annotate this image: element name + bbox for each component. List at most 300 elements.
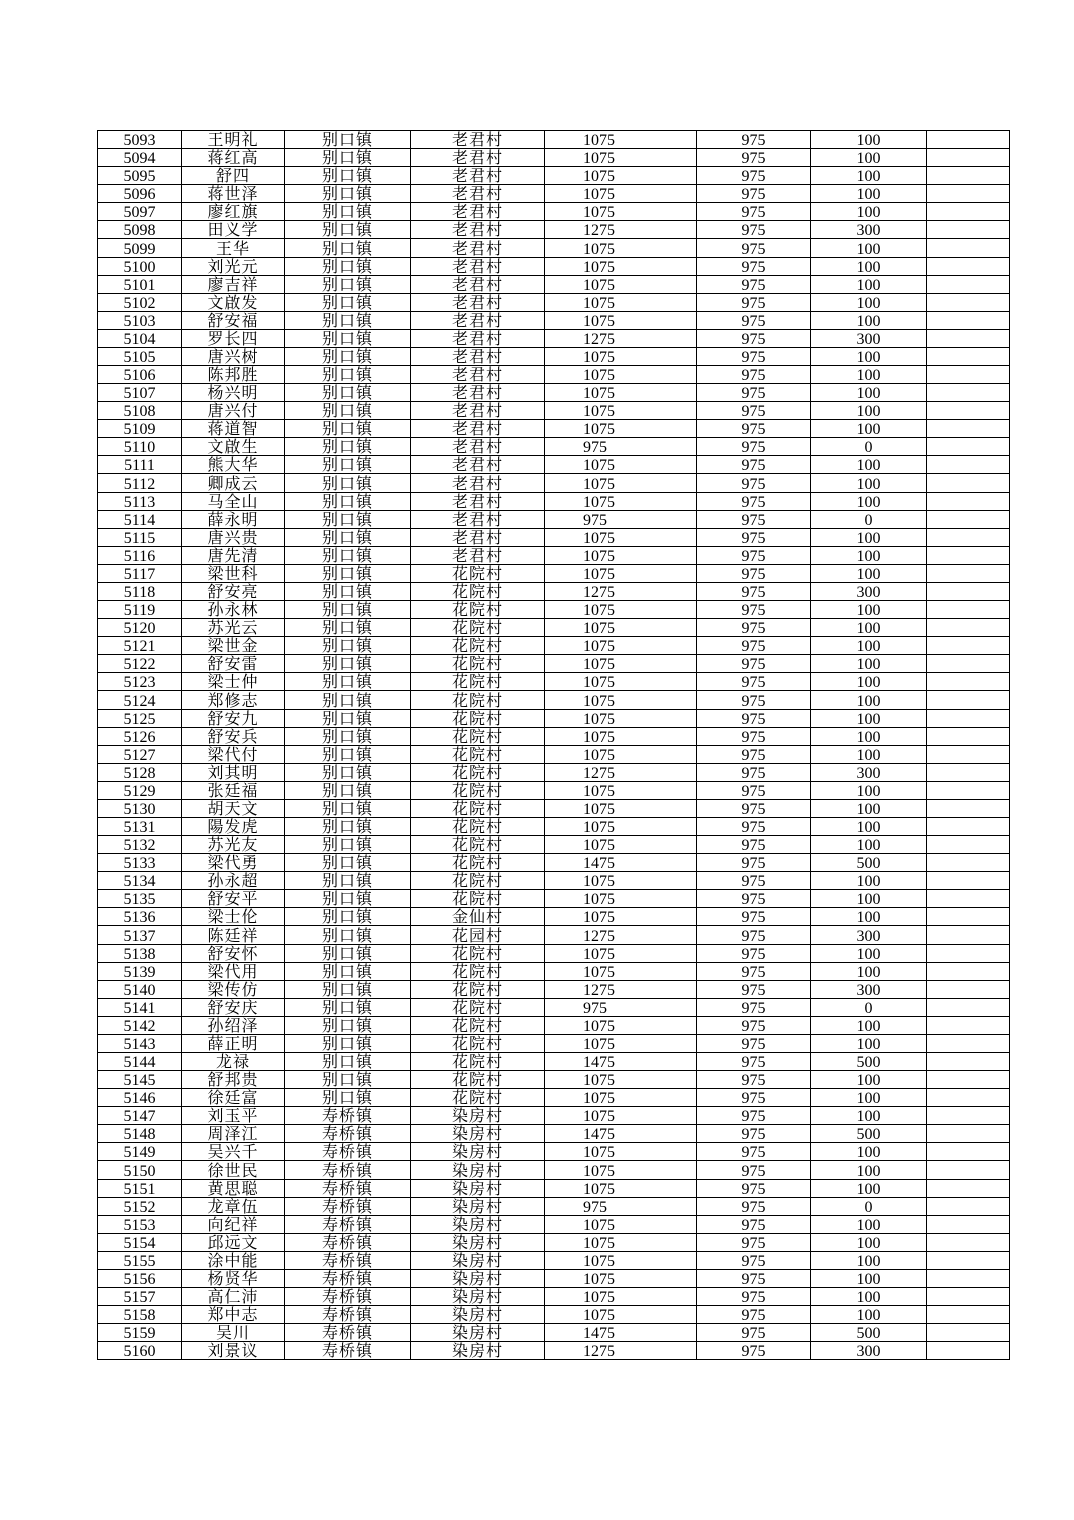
table-cell: 别口镇 bbox=[285, 239, 411, 257]
table-cell: 别口镇 bbox=[285, 745, 411, 763]
table-cell bbox=[927, 944, 1010, 962]
table-cell: 100 bbox=[811, 167, 927, 185]
table-cell bbox=[927, 1161, 1010, 1179]
table-cell: 100 bbox=[811, 203, 927, 221]
table-cell: 975 bbox=[697, 1089, 811, 1107]
table-cell: 花院村 bbox=[411, 619, 545, 637]
table-row bbox=[98, 1125, 1010, 1143]
table-cell: 1075 bbox=[545, 131, 697, 149]
table-cell: 1075 bbox=[545, 456, 697, 474]
table-cell: 5142 bbox=[98, 1016, 182, 1034]
table-cell: 500 bbox=[811, 854, 927, 872]
table-cell: 寿桥镇 bbox=[285, 1107, 411, 1125]
table-cell: 别口镇 bbox=[285, 781, 411, 799]
table-cell: 100 bbox=[811, 239, 927, 257]
table-cell: 975 bbox=[697, 1125, 811, 1143]
table-cell: 975 bbox=[697, 167, 811, 185]
table-cell bbox=[927, 564, 1010, 582]
table-cell bbox=[927, 637, 1010, 655]
table-cell: 975 bbox=[697, 311, 811, 329]
table-cell: 100 bbox=[811, 1034, 927, 1052]
table-cell: 5114 bbox=[98, 510, 182, 528]
table-cell: 975 bbox=[697, 655, 811, 673]
table-cell: 5102 bbox=[98, 293, 182, 311]
table-row bbox=[98, 167, 1010, 185]
table-cell: 1075 bbox=[545, 872, 697, 890]
table-cell: 染房村 bbox=[411, 1324, 545, 1342]
table-cell: 100 bbox=[811, 1179, 927, 1197]
table-cell: 975 bbox=[697, 1016, 811, 1034]
table-cell: 梁代付 bbox=[182, 745, 285, 763]
table-cell: 老君村 bbox=[411, 492, 545, 510]
table-cell: 975 bbox=[697, 836, 811, 854]
table-cell: 5094 bbox=[98, 149, 182, 167]
table-cell: 1075 bbox=[545, 420, 697, 438]
table-cell: 1075 bbox=[545, 474, 697, 492]
table-cell: 陈邦胜 bbox=[182, 366, 285, 384]
table-cell bbox=[927, 1071, 1010, 1089]
table-cell: 唐先清 bbox=[182, 546, 285, 564]
table-cell: 1075 bbox=[545, 1161, 697, 1179]
table-cell: 别口镇 bbox=[285, 1089, 411, 1107]
table-row bbox=[98, 1306, 1010, 1324]
table-cell: 975 bbox=[697, 510, 811, 528]
table-row bbox=[98, 601, 1010, 619]
table-cell: 龙章伍 bbox=[182, 1197, 285, 1215]
table-cell: 5113 bbox=[98, 492, 182, 510]
table-row bbox=[98, 402, 1010, 420]
table-cell: 5110 bbox=[98, 438, 182, 456]
table-cell: 染房村 bbox=[411, 1233, 545, 1251]
table-cell: 别口镇 bbox=[285, 980, 411, 998]
table-cell: 文啟生 bbox=[182, 438, 285, 456]
table-cell: 1275 bbox=[545, 980, 697, 998]
table-row bbox=[98, 149, 1010, 167]
table-cell: 别口镇 bbox=[285, 131, 411, 149]
table-cell: 花院村 bbox=[411, 582, 545, 600]
table-cell: 100 bbox=[811, 384, 927, 402]
table-cell: 1075 bbox=[545, 384, 697, 402]
table-cell: 花院村 bbox=[411, 817, 545, 835]
table-cell bbox=[927, 510, 1010, 528]
table-cell: 郑修志 bbox=[182, 691, 285, 709]
table-cell: 染房村 bbox=[411, 1179, 545, 1197]
table-cell: 5158 bbox=[98, 1306, 182, 1324]
table-cell: 寿桥镇 bbox=[285, 1269, 411, 1287]
table-cell: 1075 bbox=[545, 203, 697, 221]
table-cell: 5096 bbox=[98, 185, 182, 203]
table-cell: 老君村 bbox=[411, 311, 545, 329]
table-row bbox=[98, 799, 1010, 817]
table-cell: 1275 bbox=[545, 329, 697, 347]
table-cell: 100 bbox=[811, 546, 927, 564]
table-cell: 别口镇 bbox=[285, 275, 411, 293]
table-cell: 老君村 bbox=[411, 221, 545, 239]
table-row bbox=[98, 456, 1010, 474]
table-cell: 5136 bbox=[98, 908, 182, 926]
table-cell: 舒四 bbox=[182, 167, 285, 185]
table-row bbox=[98, 926, 1010, 944]
table-cell: 5138 bbox=[98, 944, 182, 962]
table-cell: 别口镇 bbox=[285, 185, 411, 203]
table-cell: 别口镇 bbox=[285, 727, 411, 745]
table-cell: 100 bbox=[811, 528, 927, 546]
table-cell: 花院村 bbox=[411, 781, 545, 799]
table-cell bbox=[927, 601, 1010, 619]
table-cell: 苏光友 bbox=[182, 836, 285, 854]
table-cell: 100 bbox=[811, 619, 927, 637]
table-cell: 975 bbox=[697, 149, 811, 167]
table-row bbox=[98, 980, 1010, 998]
table-cell: 975 bbox=[697, 203, 811, 221]
table-cell: 100 bbox=[811, 185, 927, 203]
table-cell: 舒安怀 bbox=[182, 944, 285, 962]
table-row bbox=[98, 582, 1010, 600]
table-cell: 5140 bbox=[98, 980, 182, 998]
table-cell: 975 bbox=[697, 347, 811, 365]
table-cell bbox=[927, 239, 1010, 257]
table-cell: 5129 bbox=[98, 781, 182, 799]
table-cell: 5150 bbox=[98, 1161, 182, 1179]
table-row bbox=[98, 1233, 1010, 1251]
table-cell: 100 bbox=[811, 709, 927, 727]
table-cell: 975 bbox=[697, 637, 811, 655]
table-cell: 975 bbox=[697, 709, 811, 727]
table-cell: 975 bbox=[697, 1288, 811, 1306]
table-cell: 寿桥镇 bbox=[285, 1251, 411, 1269]
table-cell: 1075 bbox=[545, 817, 697, 835]
table-cell: 别口镇 bbox=[285, 836, 411, 854]
table-cell: 吴兴千 bbox=[182, 1143, 285, 1161]
table-cell: 老君村 bbox=[411, 293, 545, 311]
table-cell bbox=[927, 1288, 1010, 1306]
table-cell: 文啟发 bbox=[182, 293, 285, 311]
table-cell: 975 bbox=[697, 221, 811, 239]
table-cell: 5134 bbox=[98, 872, 182, 890]
table-cell: 100 bbox=[811, 962, 927, 980]
table-cell bbox=[927, 420, 1010, 438]
table-row bbox=[98, 420, 1010, 438]
table-cell: 孙永林 bbox=[182, 601, 285, 619]
table-cell: 1075 bbox=[545, 347, 697, 365]
table-cell: 花院村 bbox=[411, 709, 545, 727]
table-row bbox=[98, 1071, 1010, 1089]
table-cell bbox=[927, 1233, 1010, 1251]
table-cell: 975 bbox=[697, 420, 811, 438]
table-cell: 刘其明 bbox=[182, 763, 285, 781]
table-cell bbox=[927, 257, 1010, 275]
table-cell: 975 bbox=[697, 239, 811, 257]
table-cell: 别口镇 bbox=[285, 438, 411, 456]
table-cell: 唐兴付 bbox=[182, 402, 285, 420]
table-cell bbox=[927, 1306, 1010, 1324]
table-cell: 老君村 bbox=[411, 149, 545, 167]
table-cell: 975 bbox=[697, 384, 811, 402]
table-cell: 梁世金 bbox=[182, 637, 285, 655]
table-cell: 1075 bbox=[545, 564, 697, 582]
table-cell: 舒安亮 bbox=[182, 582, 285, 600]
table-cell: 100 bbox=[811, 149, 927, 167]
table-cell: 975 bbox=[697, 673, 811, 691]
table-cell: 100 bbox=[811, 402, 927, 420]
table-row bbox=[98, 203, 1010, 221]
table-cell bbox=[927, 691, 1010, 709]
table-row bbox=[98, 890, 1010, 908]
table-cell: 975 bbox=[697, 1107, 811, 1125]
table-cell: 975 bbox=[697, 926, 811, 944]
table-cell: 100 bbox=[811, 1161, 927, 1179]
table-cell: 1475 bbox=[545, 854, 697, 872]
table-cell: 蒋道智 bbox=[182, 420, 285, 438]
table-cell: 1075 bbox=[545, 1306, 697, 1324]
table-cell: 5147 bbox=[98, 1107, 182, 1125]
table-cell bbox=[927, 998, 1010, 1016]
table-cell: 975 bbox=[697, 908, 811, 926]
table-cell: 1075 bbox=[545, 655, 697, 673]
table-cell: 花院村 bbox=[411, 745, 545, 763]
table-row bbox=[98, 311, 1010, 329]
table-cell bbox=[927, 1197, 1010, 1215]
data-table bbox=[97, 130, 1010, 1360]
table-row bbox=[98, 1288, 1010, 1306]
table-cell: 孙绍泽 bbox=[182, 1016, 285, 1034]
table-cell bbox=[927, 1125, 1010, 1143]
table-cell: 别口镇 bbox=[285, 673, 411, 691]
table-cell: 寿桥镇 bbox=[285, 1179, 411, 1197]
table-cell: 5148 bbox=[98, 1125, 182, 1143]
table-cell: 1075 bbox=[545, 239, 697, 257]
table-row bbox=[98, 872, 1010, 890]
table-cell: 染房村 bbox=[411, 1215, 545, 1233]
table-cell: 100 bbox=[811, 1269, 927, 1287]
table-cell: 马全山 bbox=[182, 492, 285, 510]
table-cell: 5097 bbox=[98, 203, 182, 221]
table-cell: 花院村 bbox=[411, 836, 545, 854]
table-cell: 老君村 bbox=[411, 402, 545, 420]
table-cell: 高仁沛 bbox=[182, 1288, 285, 1306]
table-cell: 975 bbox=[697, 1143, 811, 1161]
table-cell: 舒安平 bbox=[182, 890, 285, 908]
table-cell: 1075 bbox=[545, 799, 697, 817]
table-cell bbox=[927, 221, 1010, 239]
table-cell: 吴川 bbox=[182, 1324, 285, 1342]
table-cell: 5131 bbox=[98, 817, 182, 835]
table-cell: 别口镇 bbox=[285, 799, 411, 817]
table-cell: 975 bbox=[697, 402, 811, 420]
table-cell: 别口镇 bbox=[285, 944, 411, 962]
table-cell: 别口镇 bbox=[285, 817, 411, 835]
table-row bbox=[98, 438, 1010, 456]
table-cell: 别口镇 bbox=[285, 926, 411, 944]
table-cell: 0 bbox=[811, 1197, 927, 1215]
table-cell: 975 bbox=[697, 564, 811, 582]
table-cell: 花院村 bbox=[411, 637, 545, 655]
table-cell: 舒安九 bbox=[182, 709, 285, 727]
table-cell: 5116 bbox=[98, 546, 182, 564]
table-cell: 100 bbox=[811, 293, 927, 311]
table-cell: 梁代勇 bbox=[182, 854, 285, 872]
table-cell: 别口镇 bbox=[285, 998, 411, 1016]
table-cell: 薛永明 bbox=[182, 510, 285, 528]
table-cell: 975 bbox=[697, 257, 811, 275]
table-cell: 5095 bbox=[98, 167, 182, 185]
table-cell: 老君村 bbox=[411, 438, 545, 456]
table-cell: 老君村 bbox=[411, 456, 545, 474]
table-cell: 975 bbox=[697, 131, 811, 149]
table-cell: 花园村 bbox=[411, 926, 545, 944]
table-row bbox=[98, 619, 1010, 637]
table-cell: 100 bbox=[811, 890, 927, 908]
table-cell: 花院村 bbox=[411, 854, 545, 872]
table-cell bbox=[927, 528, 1010, 546]
table-cell: 975 bbox=[697, 185, 811, 203]
table-cell: 975 bbox=[697, 854, 811, 872]
table-cell: 5115 bbox=[98, 528, 182, 546]
table-row bbox=[98, 1143, 1010, 1161]
table-cell: 1075 bbox=[545, 637, 697, 655]
table-cell: 1275 bbox=[545, 582, 697, 600]
table-cell: 1075 bbox=[545, 691, 697, 709]
table-cell: 1075 bbox=[545, 962, 697, 980]
table-cell bbox=[927, 329, 1010, 347]
table-cell: 别口镇 bbox=[285, 564, 411, 582]
table-cell: 5132 bbox=[98, 836, 182, 854]
table-cell: 100 bbox=[811, 1016, 927, 1034]
table-cell bbox=[927, 275, 1010, 293]
table-cell: 5100 bbox=[98, 257, 182, 275]
table-cell: 975 bbox=[697, 329, 811, 347]
table-row bbox=[98, 528, 1010, 546]
table-cell: 1275 bbox=[545, 1342, 697, 1360]
table-cell: 5103 bbox=[98, 311, 182, 329]
table-cell: 975 bbox=[697, 1251, 811, 1269]
table-cell: 5141 bbox=[98, 998, 182, 1016]
table-cell: 1075 bbox=[545, 619, 697, 637]
table-cell: 别口镇 bbox=[285, 908, 411, 926]
table-cell bbox=[927, 980, 1010, 998]
table-cell bbox=[927, 438, 1010, 456]
table-cell: 染房村 bbox=[411, 1125, 545, 1143]
table-cell bbox=[927, 402, 1010, 420]
table-cell: 975 bbox=[697, 528, 811, 546]
table-cell: 舒安庆 bbox=[182, 998, 285, 1016]
table-cell: 5156 bbox=[98, 1269, 182, 1287]
table-cell bbox=[927, 1342, 1010, 1360]
table-cell: 5109 bbox=[98, 420, 182, 438]
table-cell: 300 bbox=[811, 1342, 927, 1360]
table-cell: 5127 bbox=[98, 745, 182, 763]
table-cell: 975 bbox=[697, 1161, 811, 1179]
table-cell: 别口镇 bbox=[285, 203, 411, 221]
table-cell: 别口镇 bbox=[285, 962, 411, 980]
table-cell: 1075 bbox=[545, 601, 697, 619]
table-cell: 别口镇 bbox=[285, 763, 411, 781]
table-cell: 100 bbox=[811, 601, 927, 619]
table-cell: 别口镇 bbox=[285, 456, 411, 474]
table-cell: 别口镇 bbox=[285, 1052, 411, 1070]
table-cell bbox=[927, 763, 1010, 781]
table-cell: 975 bbox=[697, 962, 811, 980]
table-cell: 5107 bbox=[98, 384, 182, 402]
table-cell: 别口镇 bbox=[285, 546, 411, 564]
table-cell bbox=[927, 456, 1010, 474]
table-cell: 5126 bbox=[98, 727, 182, 745]
table-cell: 100 bbox=[811, 366, 927, 384]
table-cell: 寿桥镇 bbox=[285, 1306, 411, 1324]
table-cell bbox=[927, 854, 1010, 872]
table-cell: 寿桥镇 bbox=[285, 1197, 411, 1215]
table-cell: 100 bbox=[811, 311, 927, 329]
table-cell: 100 bbox=[811, 131, 927, 149]
table-cell: 1475 bbox=[545, 1324, 697, 1342]
table-cell: 别口镇 bbox=[285, 510, 411, 528]
table-cell: 老君村 bbox=[411, 528, 545, 546]
table-cell: 蒋红高 bbox=[182, 149, 285, 167]
table-cell: 5111 bbox=[98, 456, 182, 474]
table-cell bbox=[927, 149, 1010, 167]
table-cell: 舒安福 bbox=[182, 311, 285, 329]
table-cell: 1075 bbox=[545, 673, 697, 691]
table-cell: 975 bbox=[697, 817, 811, 835]
table-row bbox=[98, 275, 1010, 293]
table-row bbox=[98, 1269, 1010, 1287]
table-cell: 100 bbox=[811, 1233, 927, 1251]
table-cell: 5120 bbox=[98, 619, 182, 637]
table-cell: 975 bbox=[697, 1071, 811, 1089]
table-cell: 刘景议 bbox=[182, 1342, 285, 1360]
table-cell: 花院村 bbox=[411, 998, 545, 1016]
table-cell bbox=[927, 293, 1010, 311]
table-cell: 100 bbox=[811, 1306, 927, 1324]
table-cell: 花院村 bbox=[411, 691, 545, 709]
table-cell: 5123 bbox=[98, 673, 182, 691]
table-cell: 花院村 bbox=[411, 962, 545, 980]
table-cell bbox=[927, 709, 1010, 727]
table-row bbox=[98, 1215, 1010, 1233]
table-cell: 5117 bbox=[98, 564, 182, 582]
table-cell: 975 bbox=[697, 1233, 811, 1251]
table-cell: 1075 bbox=[545, 944, 697, 962]
table-cell: 梁传仿 bbox=[182, 980, 285, 998]
table-cell: 别口镇 bbox=[285, 872, 411, 890]
table-cell: 徐世民 bbox=[182, 1161, 285, 1179]
table-cell: 975 bbox=[697, 456, 811, 474]
table-row bbox=[98, 745, 1010, 763]
table-cell: 1075 bbox=[545, 275, 697, 293]
table-cell: 花院村 bbox=[411, 1016, 545, 1034]
table-cell: 1275 bbox=[545, 221, 697, 239]
table-cell: 刘光元 bbox=[182, 257, 285, 275]
table-cell: 花院村 bbox=[411, 727, 545, 745]
table-cell: 5153 bbox=[98, 1215, 182, 1233]
table-cell: 5154 bbox=[98, 1233, 182, 1251]
table-cell bbox=[927, 384, 1010, 402]
table-cell: 老君村 bbox=[411, 546, 545, 564]
table-cell: 975 bbox=[697, 582, 811, 600]
table-cell: 300 bbox=[811, 980, 927, 998]
table-cell: 廖红旗 bbox=[182, 203, 285, 221]
table-cell: 别口镇 bbox=[285, 528, 411, 546]
table-cell: 花院村 bbox=[411, 1089, 545, 1107]
table-cell: 975 bbox=[697, 1052, 811, 1070]
table-cell bbox=[927, 1034, 1010, 1052]
table-row bbox=[98, 998, 1010, 1016]
table-cell: 老君村 bbox=[411, 347, 545, 365]
table-cell: 100 bbox=[811, 564, 927, 582]
table-cell bbox=[927, 799, 1010, 817]
table-row bbox=[98, 546, 1010, 564]
table-cell: 100 bbox=[811, 1143, 927, 1161]
